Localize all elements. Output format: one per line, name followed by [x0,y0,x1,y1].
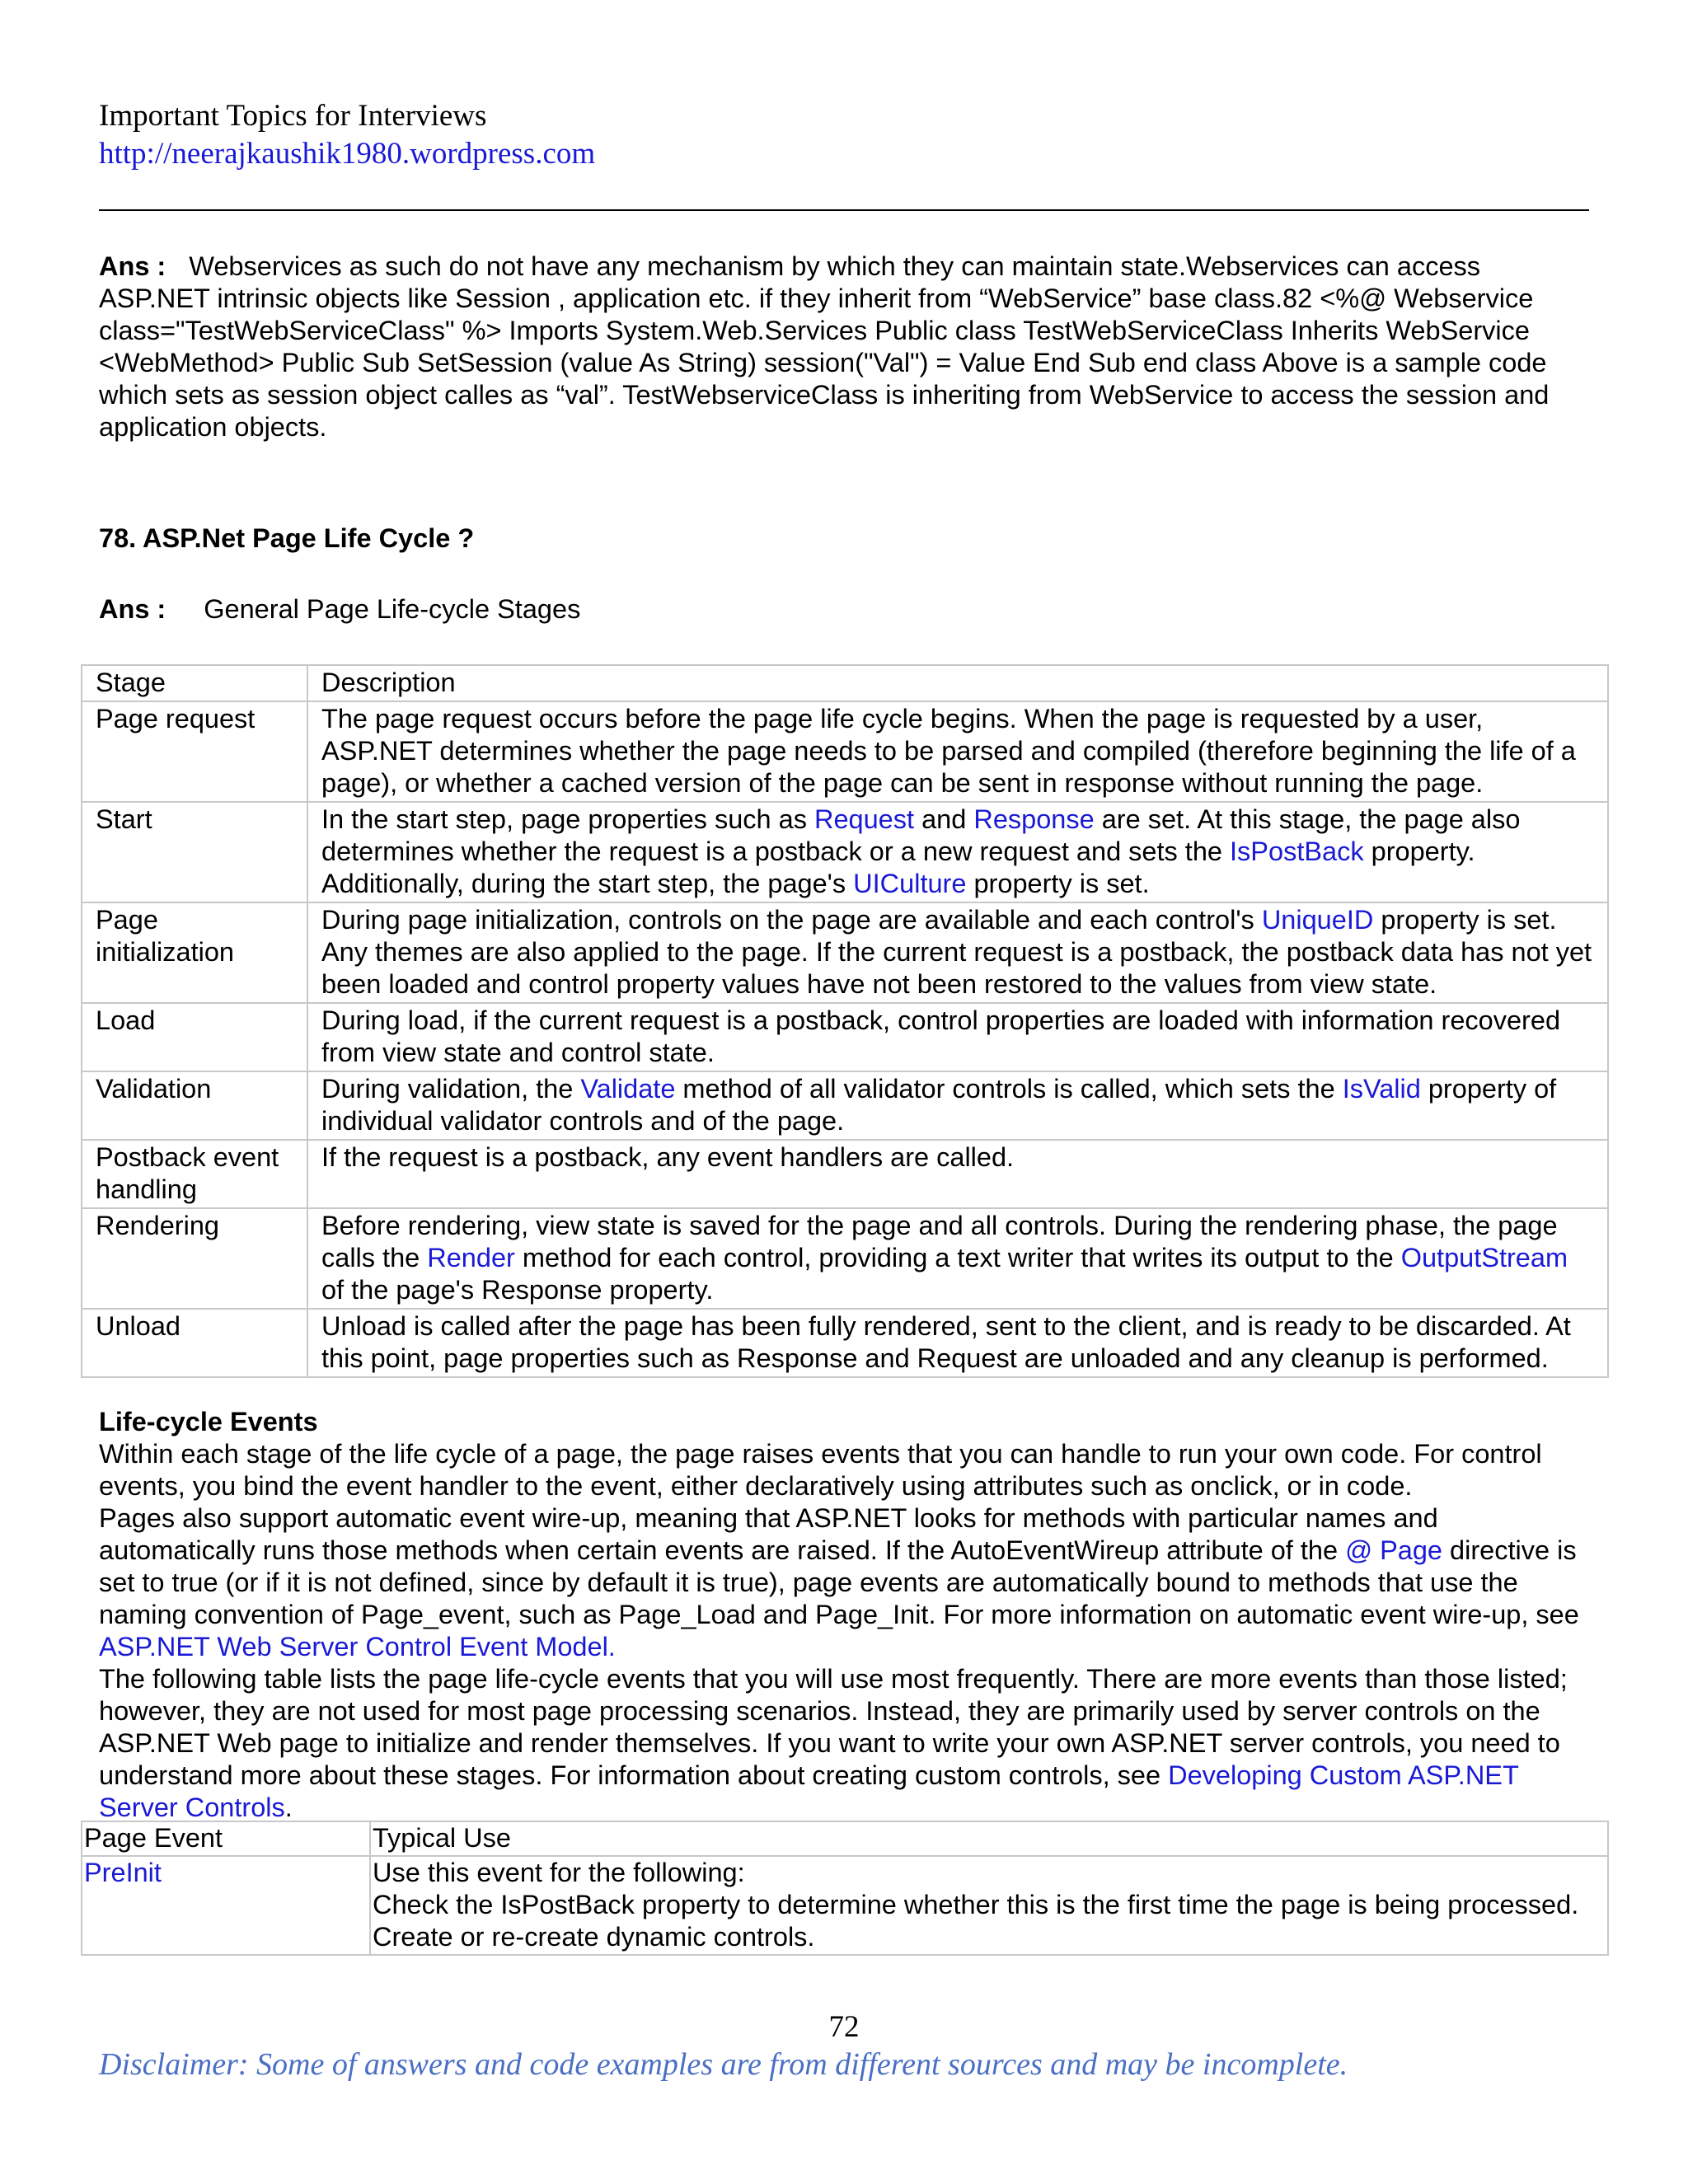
response-link[interactable]: Response [973,804,1095,834]
table-row [82,802,1608,902]
column-header-stage: Stage [82,665,307,701]
answer-text: Webservices as such do not have any mechanism by which they can maintain state.Webservices can access ASP.NET intrinsic objects like Session , application etc. if they inherit from “WebService” base class.82 <%@ Webservice class="TestWebServiceClass" %> Imports System.Web.Services Public class TestWebServiceClass Inherits WebService <WebMethod> Public Sub SetSession (value As String) session("Val") = Value End Sub end class Above is a sample code which sets as session object calles as “val”. TestWebserviceClass is inheriting from WebService to access the session and application objects. [99,251,1550,442]
description-cell: During page initialization, controls on the page are available and each control's UniqueID property is set. Any themes are also applied to the page. If the current request is a postback, the postback data has not yet been loaded and control property values have not been restored to the values from view state. [307,902,1608,1003]
ispostback-link[interactable]: IsPostBack [1230,837,1364,866]
uniqueid-link[interactable]: UniqueID [1261,905,1374,935]
preinit-link[interactable]: PreInit [82,1856,370,1955]
paragraph: Within each stage of the life cycle of a page, the page raises events that you can handle to run your own code. For control events, you bind the event handler to the event, either declaratively using attributes such as onclick, or in code. [99,1439,1542,1501]
stage-cell: Page request [82,701,307,802]
header-title: Important Topics for Interviews [99,99,487,133]
description-cell: If the request is a postback, any event handlers are called. [307,1140,1608,1208]
question-title: 78. ASP.Net Page Life Cycle ? [99,523,475,553]
page-header [99,97,1582,173]
answer-label: Ans : [99,594,166,624]
life-cycle-stages-table [81,664,1609,1378]
table-row [82,1003,1608,1071]
table-row [82,1208,1608,1309]
custom-controls-link[interactable]: Developing Custom ASP.NET Server Controls [99,1760,1519,1822]
stage-cell: Postback event handling [82,1140,307,1208]
validate-link[interactable]: Validate [580,1074,676,1104]
table-row [82,701,1608,802]
page-events-table [81,1821,1609,1956]
column-header-typical-use: Typical Use [370,1821,1608,1856]
description-cell: During validation, the Validate method of all validator controls is called, which sets the IsValid property of individual validator controls and of the page. [307,1071,1608,1140]
paragraph: The following table lists the page life-cycle events that you will use most frequently. There are more events than those listed; however, they are not used for most page processing scenarios. Instead, they are primarily used by server controls on the ASP.NET Web page to initialize and render themselves. If you want to write your own ASP.NET server controls, you need to understand more about these stages. For information about creating custom controls, see Developing Custom ASP.NET Server Controls. [99,1664,1568,1822]
table-row [82,902,1608,1003]
page-directive-link[interactable]: @ Page [1345,1535,1443,1565]
stage-cell: Unload [82,1309,307,1377]
paragraph: Pages also support automatic event wire-up, meaning that ASP.NET looks for methods with particular names and automatically runs those methods when certain events are raised. If the AutoEventWireup attribute of the @ Page directive is set to true (or if it is not defined, since by default it is true), page events are automatically bound to methods that use the naming convention of Page_event, such as Page_Load and Page_Init. For more information on automatic event wire-up, see ASP.NET Web Server Control Event Model. [99,1503,1579,1661]
outputstream-link[interactable]: OutputStream [1400,1243,1568,1272]
use-line: Create or re-create dynamic controls. [373,1922,815,1952]
description-cell: Before rendering, view state is saved for the page and all controls. During the rendering phase, the page calls the Render method for each control, providing a text writer that writes its output to the OutputStream of the page's Response property. [307,1208,1608,1309]
table-row [82,1856,1608,1955]
life-cycle-events-section [99,1406,1599,1824]
description-cell: During load, if the current request is a postback, control properties are loaded with information recovered from view state and control state. [307,1003,1608,1071]
table-row [82,1140,1608,1208]
use-line: Use this event for the following: [373,1858,745,1887]
answer-label: Ans : [99,251,166,281]
column-header-page-event: Page Event [82,1821,370,1856]
stage-cell: Rendering [82,1208,307,1309]
isvalid-link[interactable]: IsValid [1342,1074,1421,1104]
answer-text: General Page Life-cycle Stages [204,594,581,624]
use-line: Check the IsPostBack property to determine whether this is the first time the page is being processed. [373,1890,1579,1919]
typical-use-cell [370,1856,1608,1955]
column-header-description: Description [307,665,1608,701]
request-link[interactable]: Request [814,804,915,834]
disclaimer: Disclaimer: Some of answers and code examples are from different sources and may be incomplete. [99,2047,1348,2082]
stage-cell: Start [82,802,307,902]
render-link[interactable]: Render [427,1243,515,1272]
stage-cell: Page initialization [82,902,307,1003]
description-cell: The page request occurs before the page life cycle begins. When the page is requested by a user, ASP.NET determines whether the page needs to be parsed and compiled (therefore beginning the life of a page), or whether a cached version of the page can be sent in response without running the page. [307,701,1608,802]
stage-cell: Validation [82,1071,307,1140]
page-number: 72 [828,2010,860,2044]
event-model-link[interactable]: ASP.NET Web Server Control Event Model [99,1632,608,1661]
stage-cell: Load [82,1003,307,1071]
question-answer [99,593,580,626]
uiculture-link[interactable]: UICulture [853,869,967,898]
table-row [82,1309,1608,1377]
previous-answer [99,251,1582,443]
table-header-row [82,665,1608,701]
table-header-row [82,1821,1608,1856]
header-url-link[interactable]: http://neerajkaushik1980.wordpress.com [99,137,596,171]
header-divider [99,209,1589,211]
table-row [82,1071,1608,1140]
description-cell: In the start step, page properties such as Request and Response are set. At this stage, the page also determines whether the request is a postback or a new request and sets the IsPostBack property. Additionally, during the start step, the page's UICulture property is set. [307,802,1608,902]
section-heading: Life-cycle Events [99,1407,318,1436]
description-cell: Unload is called after the page has been fully rendered, sent to the client, and is ready to be discarded. At this point, page properties such as Response and Request are unloaded and any cleanup is performed. [307,1309,1608,1377]
